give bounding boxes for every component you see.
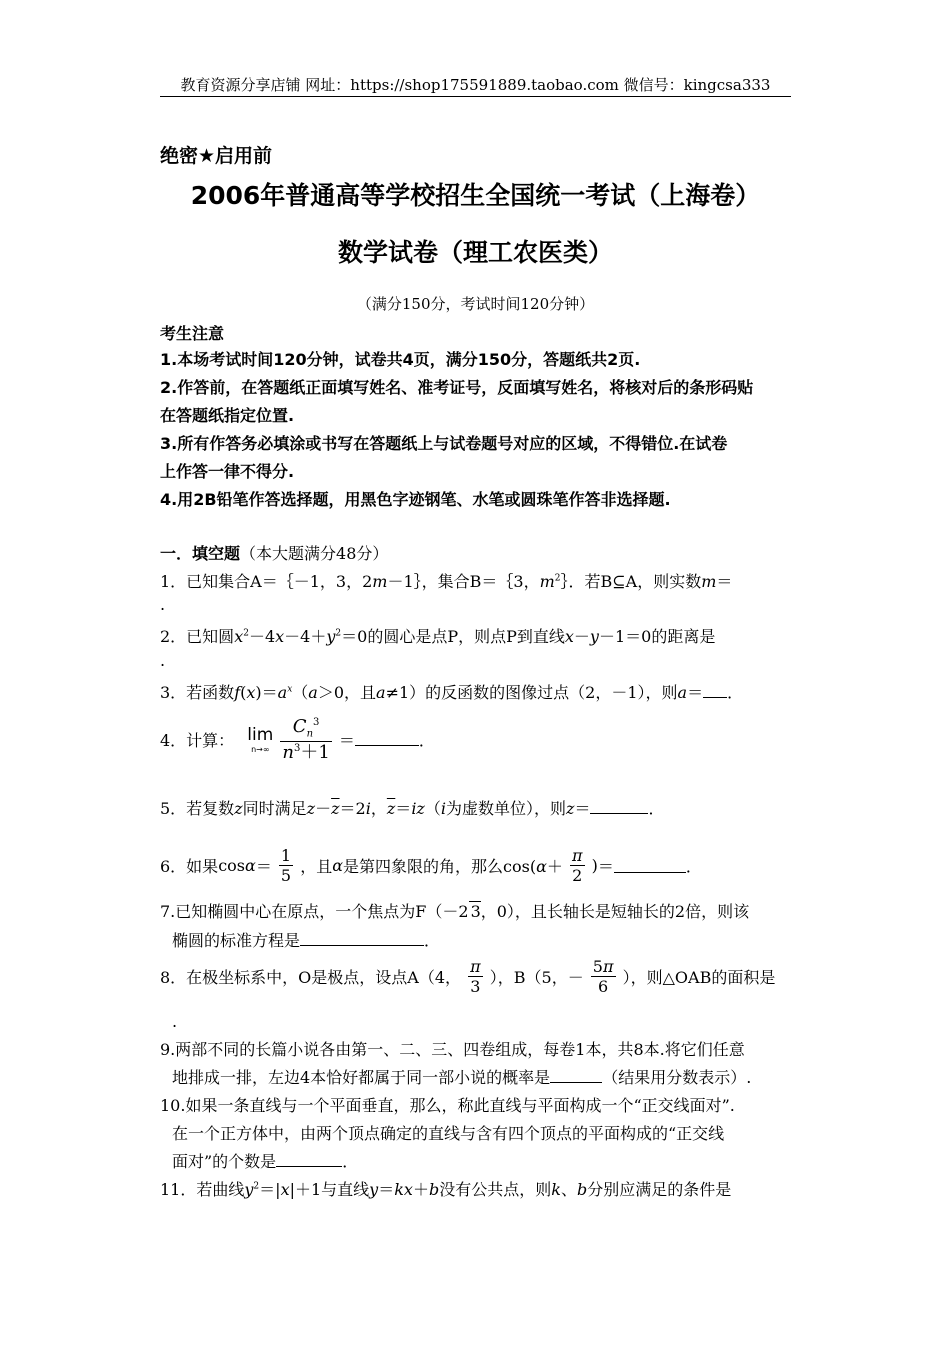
q11-text: ＝|	[259, 1180, 281, 1199]
confidential-label: 绝密★启用前	[160, 145, 273, 167]
q2-text: －4＋	[284, 627, 327, 646]
q2-text: －	[573, 627, 590, 646]
q9-text: （结果用分数表示）.	[602, 1068, 752, 1087]
q3-text: ．	[727, 683, 744, 702]
q9-text: 地排成一排，左边4本恰好都属于同一部小说的概率是	[172, 1068, 551, 1087]
q4-text: ＝	[338, 731, 355, 751]
notice-line: 3.所有作答务必填涂或书写在答题纸上与试卷题号对应的区域，不得错位.在试卷	[160, 434, 728, 453]
q4-numerator: C	[292, 716, 307, 737]
q5-text: －	[315, 799, 332, 818]
q3-text: （	[292, 683, 309, 702]
question-11: 11．若曲线$y^2=|x|+1$与直线y＝kx＋b没有公共点，则k、b分别应满足的条件是	[160, 1180, 732, 1199]
q10-text: 面对”的个数是	[172, 1152, 277, 1171]
q7-text: ，0），且长轴长是短轴长的2倍，则该	[480, 902, 750, 921]
q3-text: 3．若函数	[160, 683, 235, 702]
notice-line: 2.作答前，在答题纸正面填写姓名、准考证号，反面填写姓名，将核对后的条形码贴	[160, 378, 754, 397]
q8-end: .	[172, 1012, 178, 1031]
answer-blank	[276, 1152, 342, 1167]
header-rule	[160, 96, 791, 97]
question-4: 4．计算： lim n→∞ $\frac{C_n^3}{n^3+1}$ ＝ ．	[160, 716, 435, 763]
q10-text: ．	[342, 1152, 359, 1171]
q11-text: 分别应满足的条件是	[587, 1180, 732, 1199]
q1-text: ｝．若B⊆A，则实数	[560, 572, 702, 591]
q7-text: 椭圆的标准方程是	[172, 931, 301, 950]
limit-subscript: n→∞	[251, 745, 270, 755]
q8-text: ），则△OAB的面积是	[622, 968, 776, 988]
q4-denominator: n	[282, 741, 294, 763]
notice-heading: 考生注意	[160, 324, 225, 343]
q6-text: 6．如果	[160, 857, 219, 877]
page-header: 教育资源分享店铺 网址：https://shop175591889.taobao.com 微信号：kingcsa333	[180, 76, 771, 94]
notice-line: 4.用2B铅笔作答选择题，用黑色字迹钢笔、水笔或圆珠笔作答非选择题.	[160, 490, 671, 509]
question-5: 5．若复数z同时满足$z-\overline{z}=2i$，$\overline{z}=iz(i$为虚数单位），则z＝ ．	[160, 799, 665, 818]
section-note: （本大题满分48分）	[240, 544, 389, 563]
answer-blank	[703, 683, 727, 698]
q7-text: 7.已知椭圆中心在原点，一个焦点为F（－2	[160, 902, 469, 921]
question-6: 6．如果cosα＝ $\frac{1}{5}$ ，且α是第四象限的角，那么cos(α＋ $\frac{\pi}{2}$ )＝ ．	[160, 846, 702, 886]
answer-blank	[614, 858, 686, 873]
q5-text: ＝	[395, 799, 412, 818]
q3-text: ＞0，且	[317, 683, 377, 702]
answer-blank	[550, 1068, 602, 1083]
q4-text: 4．计算：	[160, 731, 235, 751]
q5-text: 5．若复数	[160, 799, 235, 818]
question-10-cont: 在一个正方体中，由两个顶点确定的直线与含有四个顶点的平面构成的“正交线	[172, 1124, 725, 1143]
q8-text: ），B（5，－	[489, 968, 584, 988]
q2-text: －4	[248, 627, 276, 646]
question-7-cont	[172, 928, 440, 951]
q1-text: ＝	[716, 572, 733, 591]
notice-line: 上作答一律不得分.	[160, 462, 295, 481]
q3-text: ＝	[261, 683, 278, 702]
q7-text: ．	[424, 931, 441, 950]
q1-text: 1．已知集合A＝｛－1，3，2	[160, 572, 373, 591]
q11-text: 、	[560, 1180, 577, 1199]
answer-blank	[590, 799, 648, 814]
question-9: 9.两部不同的长篇小说各由第一、二、三、四卷组成，每卷1本，共8本.将它们任意	[160, 1040, 745, 1059]
exam-title: 2006年普通高等学校招生全国统一考试（上海卷）	[190, 181, 761, 210]
q6-text: ，且	[300, 857, 333, 877]
exam-info: （满分150分，考试时间120分钟）	[356, 295, 595, 313]
q5-text: ．	[648, 799, 665, 818]
q3-text: ＝	[687, 683, 704, 702]
q2-end: .	[160, 651, 166, 670]
question-10-cont	[172, 1149, 358, 1172]
q11-text: ＝	[378, 1180, 395, 1199]
q5-text: 为虚数单位），则	[446, 799, 567, 818]
question-7: 7.已知椭圆中心在原点，一个焦点为F（－2 3，0），且长轴长是短轴长的2倍，则该	[160, 902, 750, 921]
exam-subtitle: 数学试卷（理工农医类）	[337, 238, 613, 267]
limit-symbol: lim	[247, 725, 274, 746]
q1-end: .	[160, 595, 166, 614]
section-heading	[160, 541, 388, 564]
q5-text: ，	[370, 799, 387, 818]
question-10: 10.如果一条直线与一个平面垂直，那么，称此直线与平面构成一个“正交线面对”.	[160, 1096, 735, 1115]
q6-text: ．	[685, 857, 702, 877]
q5-text: ＝2	[339, 799, 366, 818]
q5-text: （	[424, 799, 441, 818]
q5-text: ＝	[574, 799, 591, 818]
notice-line: 在答题纸指定位置.	[160, 406, 295, 425]
q4-text: ．	[418, 731, 435, 751]
answer-blank	[355, 731, 419, 746]
q2-text: －1＝0的距离是	[598, 627, 716, 646]
q1-text: －1｝，集合B＝｛3，	[387, 572, 540, 591]
section-title: 一．填空题	[160, 544, 241, 563]
q11-text: |＋1与直线	[289, 1180, 370, 1199]
question-1: 1．已知集合A＝｛－1，3，2m－1｝，集合B＝｛3，$m^2\}$．若B⊆A，则实数m＝	[160, 572, 733, 591]
question-8: 8．在极坐标系中，O是极点，设点A（4， $\frac{\pi}{3}$ ），B（5，－ $\frac{5\pi}{6}$ ），则△OAB的面积是	[160, 957, 776, 997]
question-3: 3．若函数$f(x)=a^x(a>0$，且a≠1）的反函数的图像过点（2，－1），则a＝ ．	[160, 683, 744, 702]
q11-text: ＋	[412, 1180, 429, 1199]
q6-text: 是第四象限的角，那么	[343, 857, 504, 877]
q5-text: 同时满足	[242, 799, 307, 818]
q6-text: ＝	[597, 857, 614, 877]
q6-text: ＝	[255, 857, 272, 877]
q8-text: 8．在极坐标系中，O是极点，设点A（4，	[160, 968, 462, 988]
question-9-cont	[172, 1065, 751, 1088]
answer-blank	[300, 931, 424, 946]
q2-text: 2．已知圆	[160, 627, 235, 646]
q2-text: ＝0的圆心是点P，则点P到直线	[341, 627, 565, 646]
question-2: 2．已知圆$x^2-4x-4+y^2=0$的圆心是点P，则点P到直线x－y－1＝0的距离是	[160, 627, 716, 646]
q11-text: 没有公共点，则	[439, 1180, 552, 1199]
q3-text: ≠1）的反函数的图像过点（2，－1），则	[385, 683, 678, 702]
notice-line: 1.本场考试时间120分钟，试卷共4页，满分150分，答题纸共2页.	[160, 350, 641, 369]
q11-text: 11．若曲线	[160, 1180, 245, 1199]
